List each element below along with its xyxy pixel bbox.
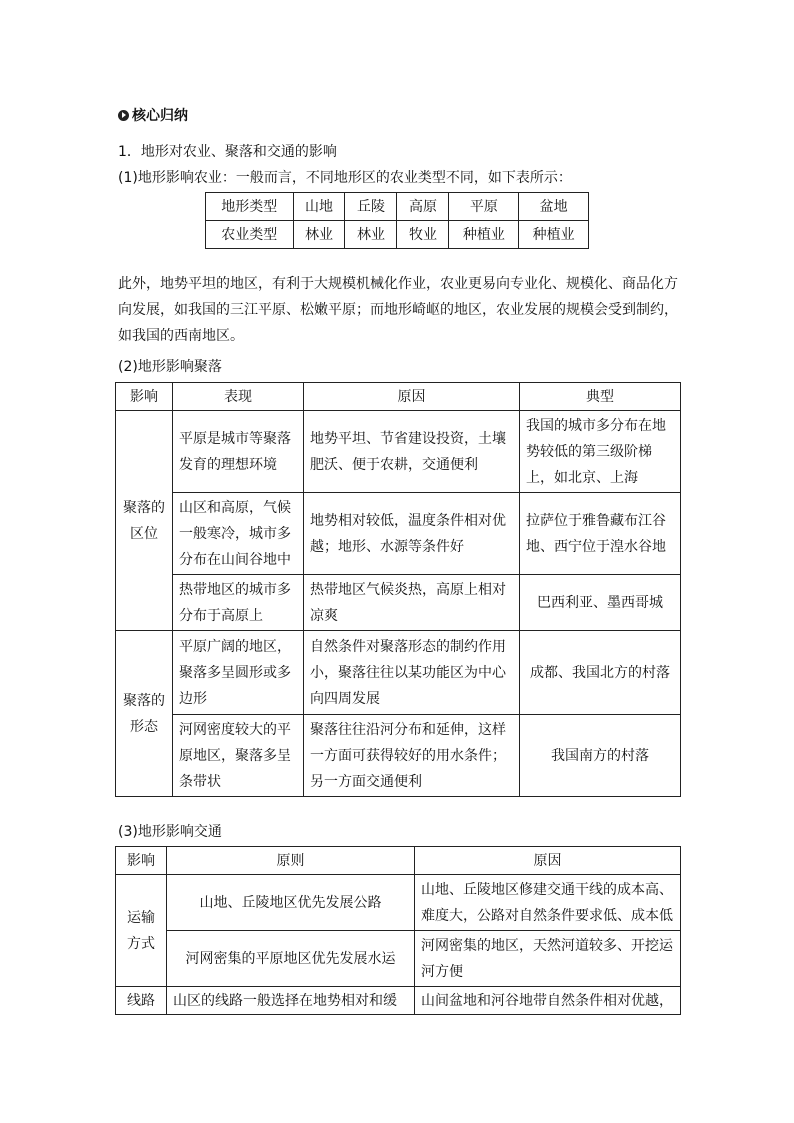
table-row bbox=[116, 493, 681, 575]
play-circle-icon bbox=[118, 110, 129, 121]
table-cell: 平原是城市等聚落发育的理想环境 bbox=[173, 411, 304, 493]
header-cell: 原因 bbox=[304, 383, 520, 411]
table-cell: 热带地区的城市多分布于高原上 bbox=[173, 575, 304, 631]
header-cell: 影响 bbox=[116, 847, 167, 875]
table-row bbox=[116, 575, 681, 631]
table-cell: 拉萨位于雅鲁藏布江谷地、西宁位于湟水谷地 bbox=[520, 493, 681, 575]
table-cell: 林业 bbox=[293, 221, 345, 249]
header-cell: 原因 bbox=[415, 847, 681, 875]
table-row bbox=[116, 631, 681, 715]
body-paragraph: 此外，地势平坦的地区，有利于大规模机械化作业，农业更易向专业化、规模化、商品化方向发展，如我国的三江平原、松嫩平原；而地形崎岖的地区，农业发展的规模会受到制约，如我国的西南地区。 bbox=[118, 276, 678, 344]
table-cell: 我国南方的村落 bbox=[520, 715, 681, 797]
table-cell: 河网密集的平原地区优先发展水运 bbox=[167, 931, 415, 987]
table-cell: 平原广阔的地区，聚落多呈圆形或多边形 bbox=[173, 631, 304, 715]
transport-table bbox=[115, 846, 681, 1015]
settlement-table bbox=[115, 382, 681, 797]
table-cell: 河网密集的地区，天然河道较多、开挖运河方便 bbox=[415, 931, 681, 987]
table-cell: 种植业 bbox=[449, 221, 519, 249]
table-cell: 山区和高原，气候一般寒冷，城市多分布在山间谷地中 bbox=[173, 493, 304, 575]
section1-title: 1．地形对农业、聚落和交通的影响 bbox=[118, 144, 337, 160]
table-cell: 河网密度较大的平原地区，聚落多呈条带状 bbox=[173, 715, 304, 797]
group-cell: 聚落的区位 bbox=[116, 411, 173, 631]
section-heading bbox=[118, 105, 188, 125]
table-cell: 我国的城市多分布在地势较低的第三级阶梯上，如北京、上海 bbox=[520, 411, 681, 493]
table-cell: 山区的线路一般选择在地势相对和缓 bbox=[167, 987, 415, 1015]
table-cell: 种植业 bbox=[519, 221, 589, 249]
table-row bbox=[116, 931, 681, 987]
group-cell: 聚落的形态 bbox=[116, 631, 173, 797]
table-header-row bbox=[116, 847, 681, 875]
table-row bbox=[116, 987, 681, 1015]
part1-title: (1)地形影响农业：一般而言，不同地形区的农业类型不同，如下表所示： bbox=[118, 170, 572, 186]
table-row bbox=[206, 193, 589, 221]
table-cell: 牧业 bbox=[397, 221, 449, 249]
header-cell: 典型 bbox=[520, 383, 681, 411]
table-cell: 平原 bbox=[449, 193, 519, 221]
table-cell: 山地、丘陵地区修建交通干线的成本高、难度大，公路对自然条件要求低、成本低 bbox=[415, 875, 681, 931]
header-cell: 原则 bbox=[167, 847, 415, 875]
table-cell: 高原 bbox=[397, 193, 449, 221]
table-row bbox=[116, 875, 681, 931]
table-header-row bbox=[116, 383, 681, 411]
heading-text: 核心归纳 bbox=[132, 108, 188, 124]
table-row bbox=[116, 411, 681, 493]
table-cell: 聚落往往沿河分布和延伸，这样一方面可获得较好的用水条件；另一方面交通便利 bbox=[304, 715, 520, 797]
header-cell: 影响 bbox=[116, 383, 173, 411]
table-cell: 自然条件对聚落形态的制约作用小，聚落往往以某功能区为中心向四周发展 bbox=[304, 631, 520, 715]
table-cell: 山地 bbox=[293, 193, 345, 221]
table-cell: 成都、我国北方的村落 bbox=[520, 631, 681, 715]
table-row bbox=[116, 715, 681, 797]
table-row bbox=[206, 221, 589, 249]
table-cell: 地势平坦、节省建设投资，土壤肥沃、便于农耕，交通便利 bbox=[304, 411, 520, 493]
table-cell: 山间盆地和河谷地带自然条件相对优越， bbox=[415, 987, 681, 1015]
table-cell: 丘陵 bbox=[345, 193, 397, 221]
agriculture-table bbox=[205, 192, 589, 249]
table-cell: 热带地区气候炎热，高原上相对凉爽 bbox=[304, 575, 520, 631]
table-cell: 农业类型 bbox=[206, 221, 294, 249]
table-cell: 巴西利亚、墨西哥城 bbox=[520, 575, 681, 631]
table-cell: 山地、丘陵地区优先发展公路 bbox=[167, 875, 415, 931]
group-cell: 运输方式 bbox=[116, 875, 167, 987]
table-cell: 林业 bbox=[345, 221, 397, 249]
group-cell: 线路 bbox=[116, 987, 167, 1015]
part2-title: (2)地形影响聚落 bbox=[118, 359, 222, 375]
table-cell: 地形类型 bbox=[206, 193, 294, 221]
table-cell: 盆地 bbox=[519, 193, 589, 221]
table-cell: 地势相对较低，温度条件相对优越；地形、水源等条件好 bbox=[304, 493, 520, 575]
part3-title: (3)地形影响交通 bbox=[118, 824, 222, 840]
header-cell: 表现 bbox=[173, 383, 304, 411]
